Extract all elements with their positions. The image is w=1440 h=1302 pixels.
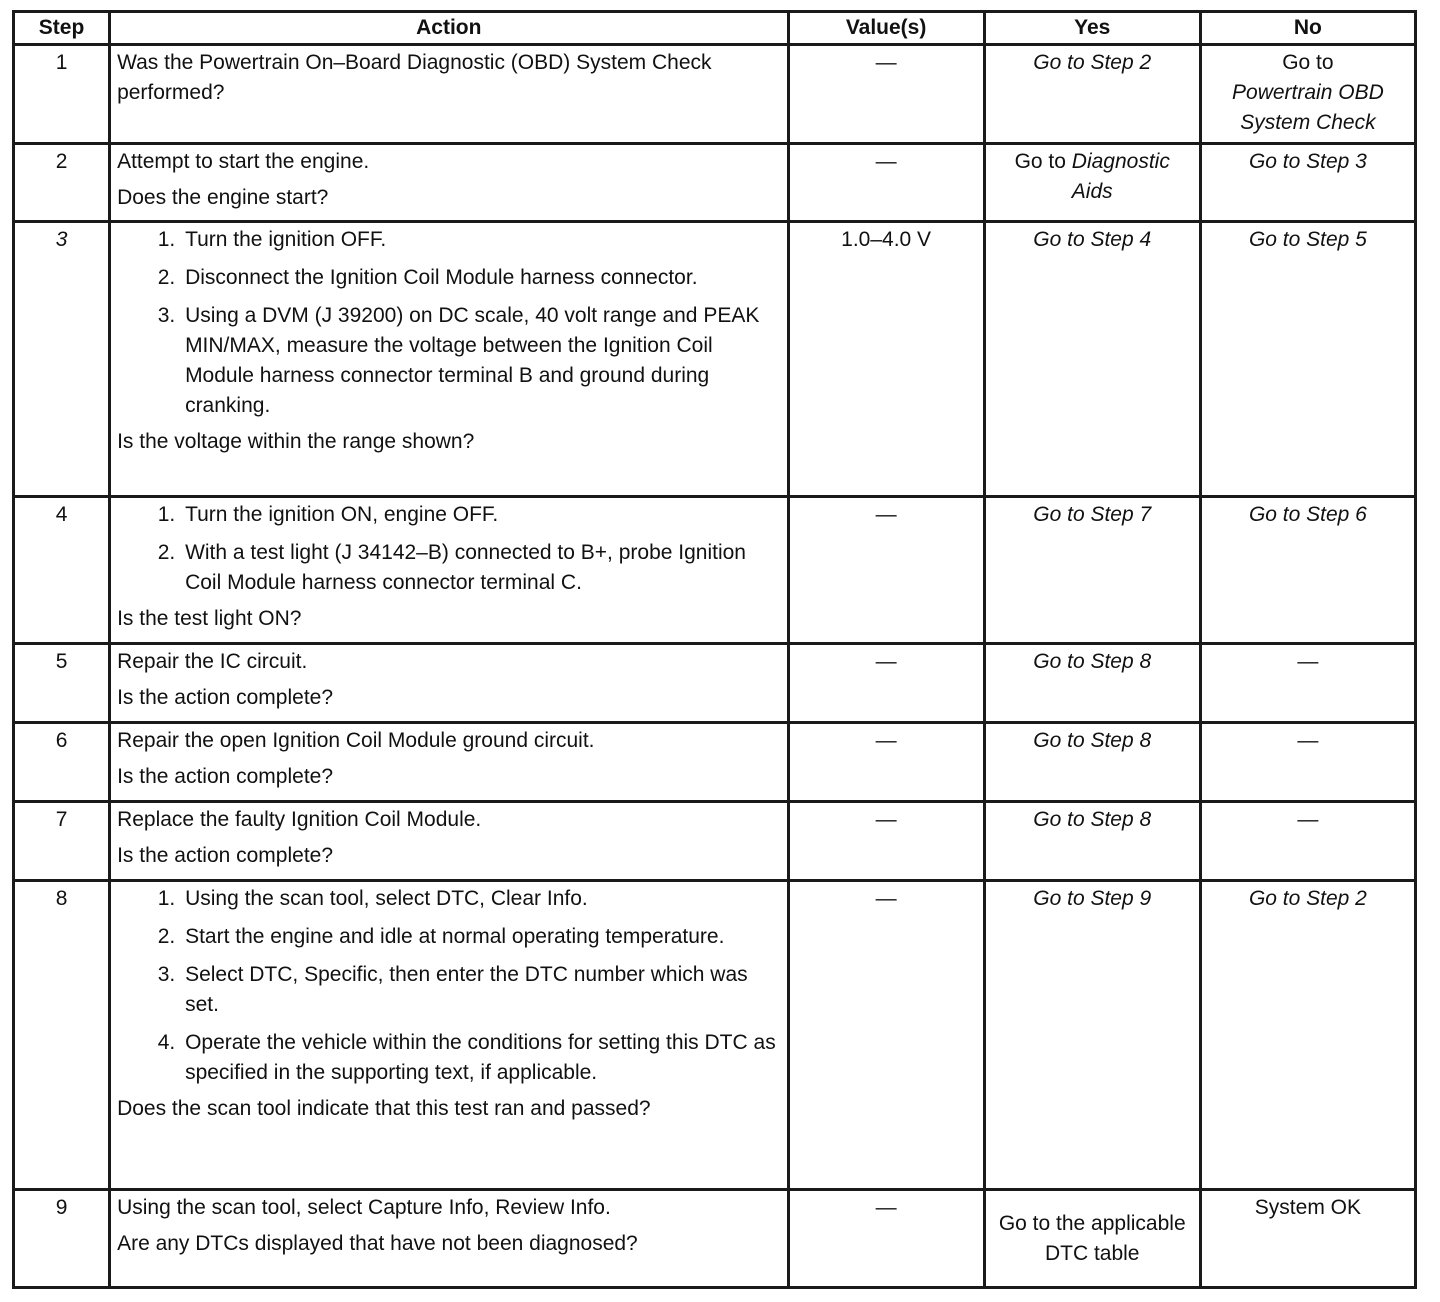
step-number: 9	[14, 1190, 110, 1288]
no-cell: System OK	[1200, 1190, 1415, 1288]
action-cell	[110, 144, 788, 222]
value-cell: —	[788, 1190, 984, 1288]
action-cell	[110, 802, 788, 881]
step-number: 5	[14, 644, 110, 723]
action-question: Does the scan tool indicate that this test ran and passed?	[117, 1097, 651, 1120]
action-text: Attempt to start the engine.	[117, 150, 370, 173]
yes-link[interactable]: Diagnostic Aids	[1071, 150, 1170, 203]
no-cell	[1200, 881, 1415, 1190]
step-number: 7	[14, 802, 110, 881]
table-row-step-7	[14, 802, 1416, 881]
table-row-step-9	[14, 1190, 1416, 1288]
yes-link[interactable]: Go to Step 7	[1033, 503, 1152, 526]
step-number: 1	[14, 45, 110, 144]
yes-link[interactable]: Go to the applicable DTC table	[998, 1211, 1186, 1265]
table-row-step-5	[14, 644, 1416, 723]
yes-cell	[984, 644, 1200, 723]
no-cell: —	[1200, 723, 1415, 802]
value-cell: —	[788, 723, 984, 802]
action-question: Is the action complete?	[117, 765, 334, 788]
yes-cell	[984, 802, 1200, 881]
no-link[interactable]: Go to Step 6	[1248, 503, 1367, 526]
action-text: Repair the open Ignition Coil Module ground circuit.	[117, 729, 595, 752]
yes-link[interactable]: Go to Step 2	[1033, 51, 1152, 74]
table-row-step-1	[14, 45, 1416, 144]
yes-link[interactable]: Go to Step 8	[1033, 650, 1152, 673]
action-cell	[110, 644, 788, 723]
action-question: Is the voltage within the range shown?	[117, 430, 475, 453]
no-cell: —	[1200, 644, 1415, 723]
no-cell	[1200, 222, 1415, 497]
substep: 3. Select DTC, Specific, then enter the DTC number which was set.	[181, 960, 780, 1020]
no-cell	[1200, 45, 1415, 144]
yes-cell	[984, 222, 1200, 497]
action-cell	[110, 497, 788, 644]
no-link[interactable]: Powertrain OBD System Check	[1232, 81, 1384, 134]
yes-cell	[984, 497, 1200, 644]
substep-list	[117, 884, 780, 1088]
no-link[interactable]: Go to Step 5	[1248, 228, 1367, 251]
step-number: 6	[14, 723, 110, 802]
action-question: Is the action complete?	[117, 844, 334, 867]
yes-cell	[984, 144, 1200, 222]
substep-list	[117, 225, 780, 421]
header-row	[14, 12, 1416, 45]
substep: 1. Turn the ignition OFF.	[181, 225, 780, 255]
header-values: Value(s)	[788, 12, 984, 45]
value-cell: —	[788, 802, 984, 881]
value-cell: —	[788, 497, 984, 644]
diagnostic-table	[12, 10, 1417, 1289]
action-text: Was the Powertrain On–Board Diagnostic (OBD) System Check performed?	[117, 51, 712, 104]
yes-cell	[984, 881, 1200, 1190]
header-action: Action	[110, 12, 788, 45]
value-cell: —	[788, 881, 984, 1190]
no-link[interactable]: Go to Step 2	[1248, 887, 1367, 910]
step-number: 4	[14, 497, 110, 644]
action-question: Does the engine start?	[117, 186, 329, 209]
yes-link[interactable]: Go to Step 4	[1033, 228, 1152, 251]
action-text: Replace the faulty Ignition Coil Module.	[117, 808, 482, 831]
substep: 3. Using a DVM (J 39200) on DC scale, 40 volt range and PEAK MIN/MAX, measure the voltage between the Ignition Coil Module harness connector terminal B and ground during cranking.	[181, 301, 780, 421]
table-row-step-6	[14, 723, 1416, 802]
substep: 1. Using the scan tool, select DTC, Clear Info.	[181, 884, 780, 914]
action-cell	[110, 881, 788, 1190]
no-cell	[1200, 497, 1415, 644]
table-row-step-8	[14, 881, 1416, 1190]
value-cell: 1.0–4.0 V	[788, 222, 984, 497]
step-number: 8	[14, 881, 110, 1190]
table-row-step-4	[14, 497, 1416, 644]
no-cell: —	[1200, 802, 1415, 881]
no-cell	[1200, 144, 1415, 222]
yes-cell	[984, 45, 1200, 144]
value-cell: —	[788, 45, 984, 144]
action-cell	[110, 222, 788, 497]
header-no: No	[1200, 12, 1415, 45]
yes-link[interactable]: Go to Step 8	[1033, 729, 1152, 752]
yes-link[interactable]: Go to Step 8	[1033, 808, 1152, 831]
table-row-step-3	[14, 222, 1416, 497]
action-text: Repair the IC circuit.	[117, 650, 308, 673]
table-row-step-2	[14, 144, 1416, 222]
header-yes: Yes	[984, 12, 1200, 45]
step-number: 2	[14, 144, 110, 222]
action-question: Is the test light ON?	[117, 607, 302, 630]
yes-cell	[984, 1190, 1200, 1288]
yes-prefix: Go to	[1014, 150, 1066, 173]
substep: 2. Disconnect the Ignition Coil Module harness connector.	[181, 263, 780, 293]
substep: 2. With a test light (J 34142–B) connected to B+, probe Ignition Coil Module harness connector terminal C.	[181, 538, 780, 598]
action-text: Using the scan tool, select Capture Info, Review Info.	[117, 1196, 611, 1219]
action-question: Are any DTCs displayed that have not been diagnosed?	[117, 1232, 638, 1255]
value-cell: —	[788, 644, 984, 723]
no-prefix: Go to	[1282, 51, 1334, 74]
value-cell: —	[788, 144, 984, 222]
action-cell	[110, 45, 788, 144]
substep: 2. Start the engine and idle at normal operating temperature.	[181, 922, 780, 952]
step-number: 3	[14, 222, 110, 497]
substep: 4. Operate the vehicle within the conditions for setting this DTC as specified in the supporting text, if applicable.	[181, 1028, 780, 1088]
substep-list	[117, 500, 780, 598]
no-link[interactable]: Go to Step 3	[1248, 150, 1367, 173]
header-step: Step	[14, 12, 110, 45]
action-cell	[110, 1190, 788, 1288]
action-question: Is the action complete?	[117, 686, 334, 709]
substep: 1. Turn the ignition ON, engine OFF.	[181, 500, 780, 530]
action-cell	[110, 723, 788, 802]
yes-cell	[984, 723, 1200, 802]
yes-link[interactable]: Go to Step 9	[1033, 887, 1152, 910]
